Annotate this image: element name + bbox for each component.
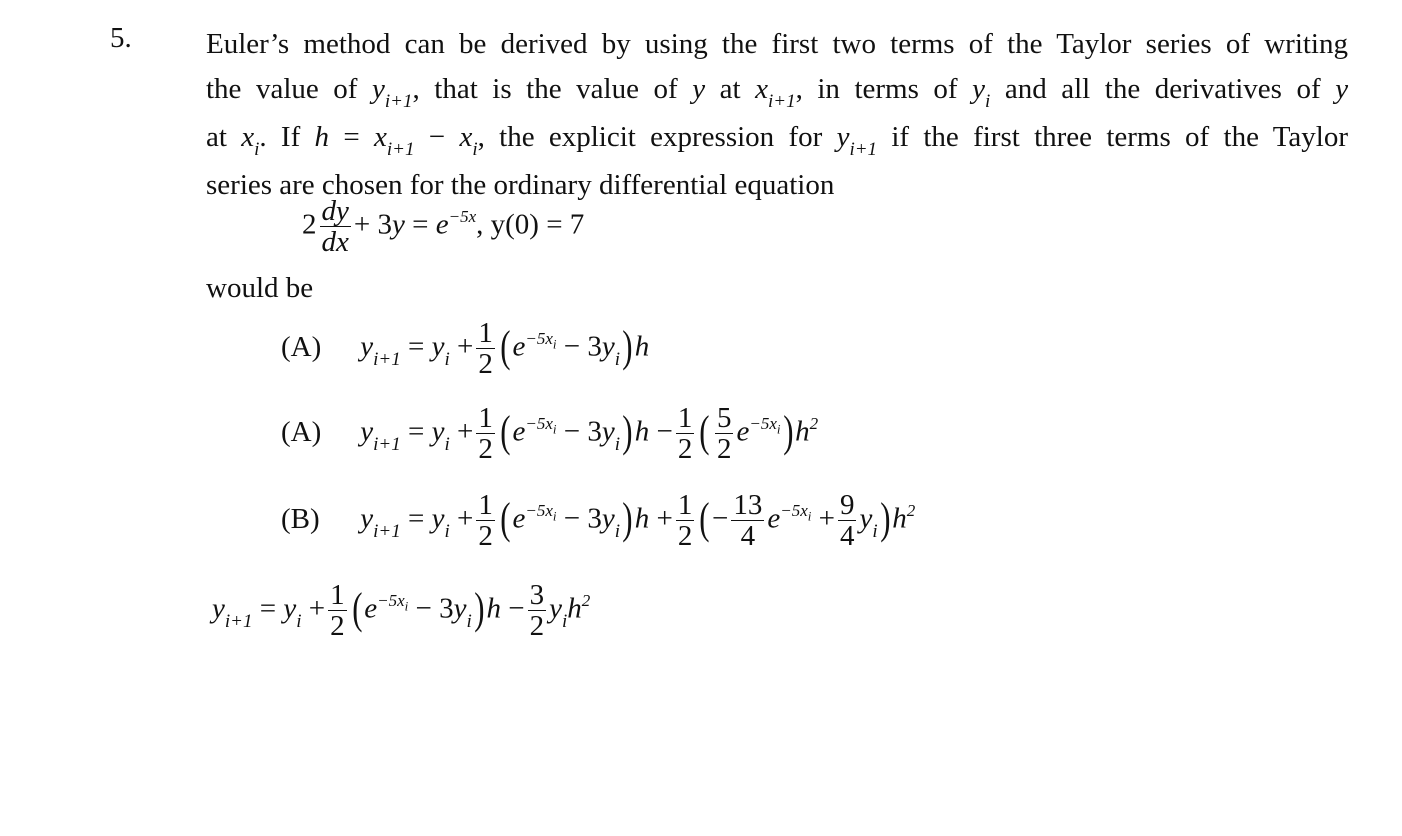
ode-equation: 2 $\frac{dy}{dx}$ + $3y = e^{-5x}$, y(0) = 7: [302, 195, 585, 259]
option-4[interactable]: $y_{i+1} = y_i$ + $\frac{1}{2}$ $(e^{-5x_i} - 3y_i)h$ − $\frac{3}{2}$ $y_ih^2$: [212, 579, 591, 643]
question-number: 5.: [110, 22, 132, 54]
option-1[interactable]: (A) $y_{i+1} = y_i$ + $\frac{1}{2}$ $(e^{-5x_i} - 3y_i)h$: [281, 317, 650, 381]
option-3-label: (B): [281, 502, 320, 535]
dy-dx-fraction: $\frac{dy}{dx}$: [321, 195, 349, 259]
would-be-text: would be: [206, 272, 314, 304]
question-line-2: the value of $y_{i+1}$, that is the value of y at $x_{i+1}$, in terms of $y_i$ and all the derivatives of y: [206, 73, 1349, 112]
option-3[interactable]: (B) $y_{i+1} = y_i$ + $\frac{1}{2}$ $(e^{-5x_i} - 3y_i)h$ + $\frac{1}{2}$ (− $\frac{13}{4}$ $e^{-5x_i}$ + $\frac{9}{4}$ $y_i)h^2$: [281, 489, 916, 553]
option-2-label: (A): [281, 415, 322, 448]
question-text: [206, 22, 1348, 208]
question-line-4: series are chosen for the ordinary differential equation: [206, 169, 835, 201]
option-2[interactable]: (A) $y_{i+1} = y_i$ + $\frac{1}{2}$ $(e^{-5x_i} - 3y_i)h$ − $\frac{1}{2}$ ( $\frac{5}{2}$ $e^{-5x_i})h^2$: [281, 402, 819, 466]
question-line-1: Euler’s method can be derived by using the first two terms of the Taylor series of writing: [206, 28, 1348, 60]
question-line-3: at $x_i$. If $h = x_{i+1} - x_i$, the explicit expression for $y_{i+1}$ if the first three terms of the Taylor: [206, 121, 1348, 160]
option-1-label: (A): [281, 330, 322, 363]
